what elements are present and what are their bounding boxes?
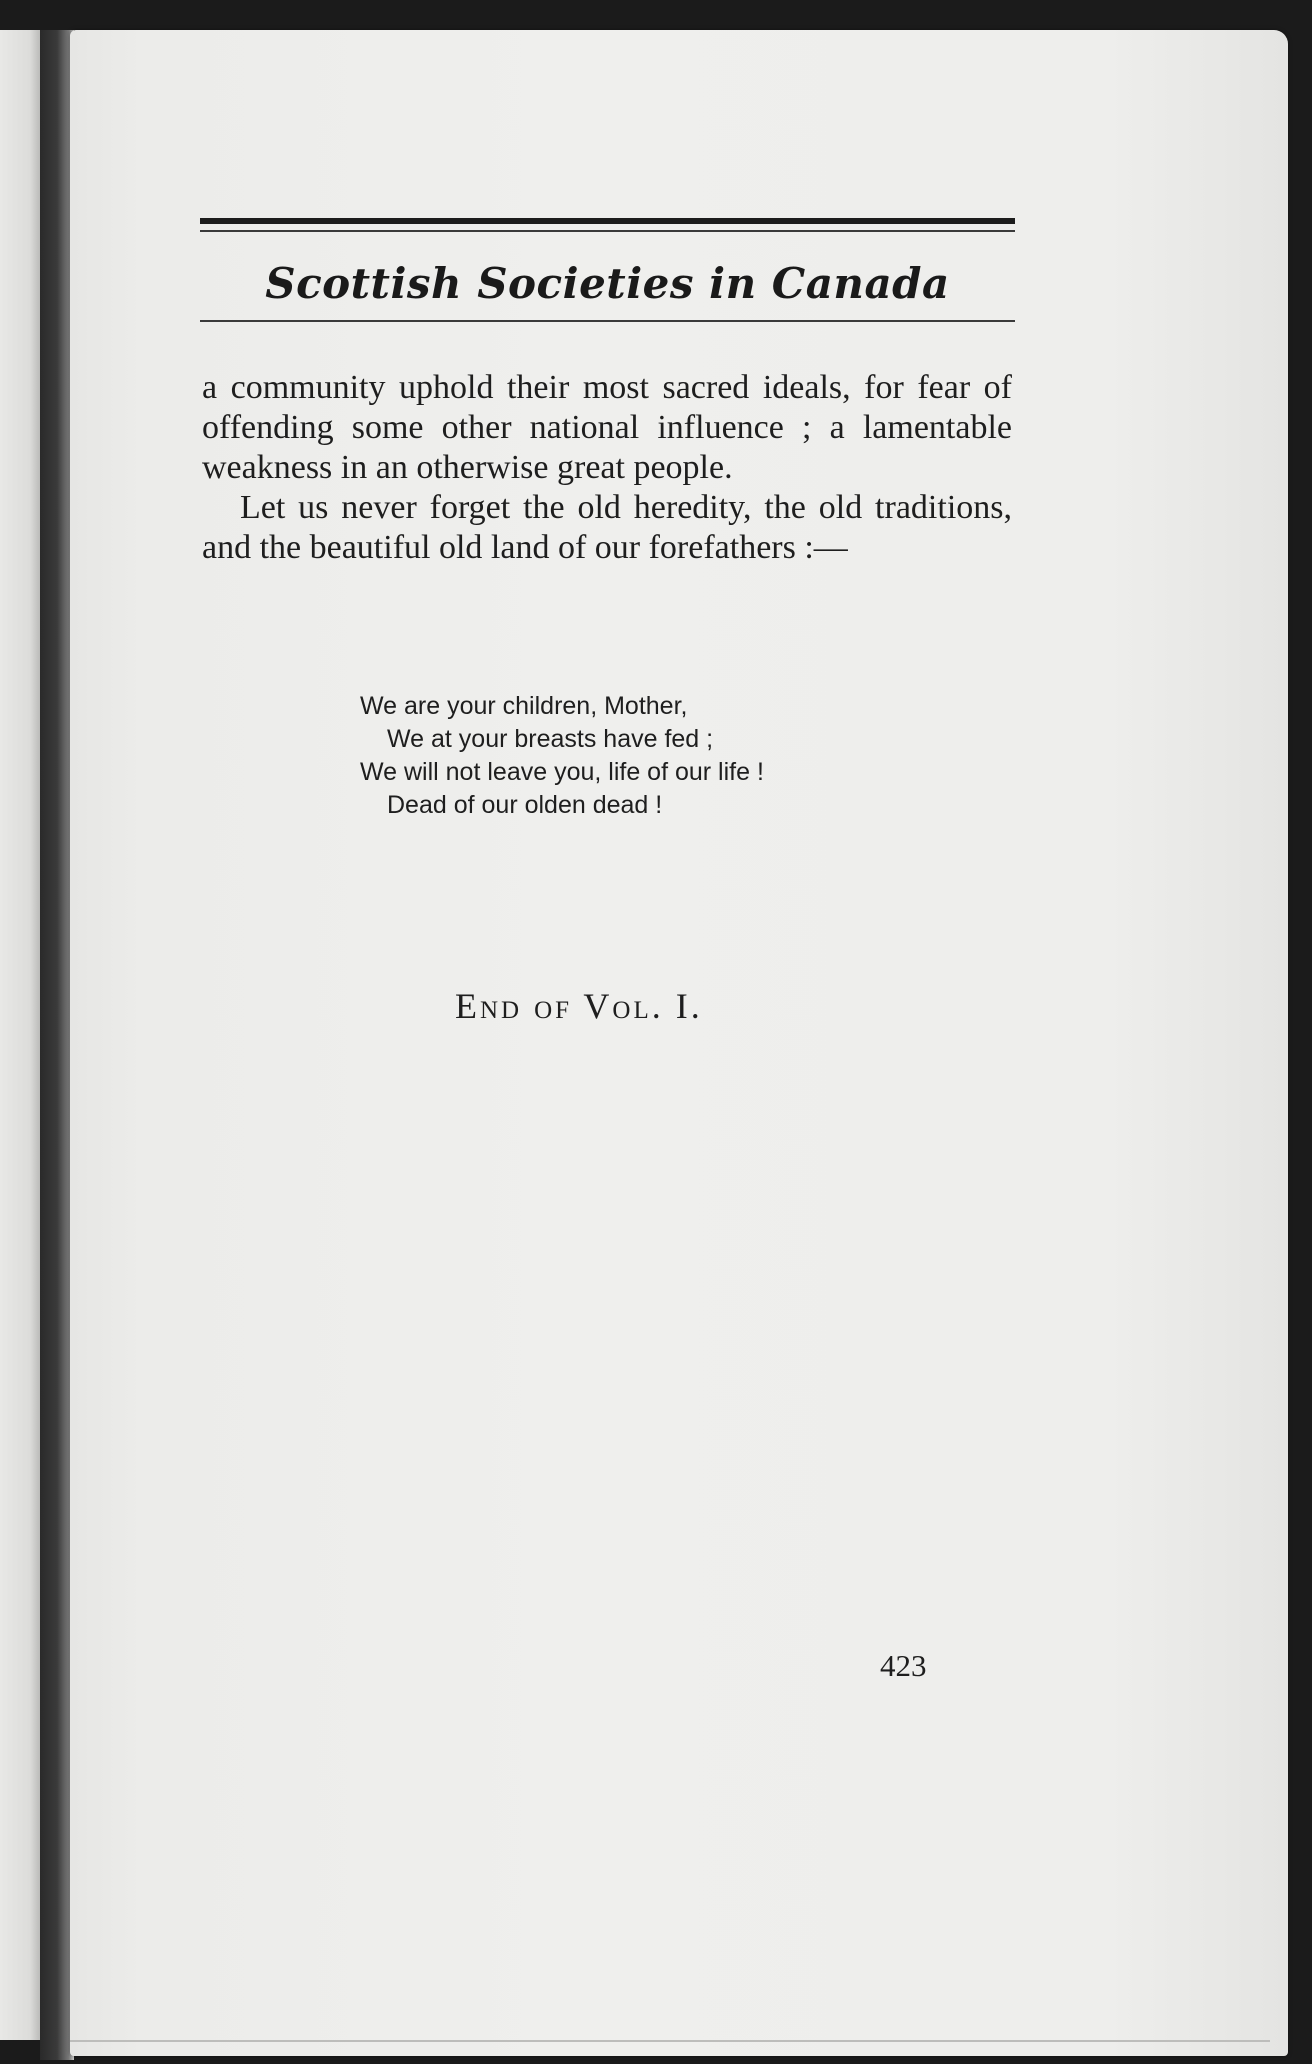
header-rule-bottom <box>200 320 1015 322</box>
verse-line-1: We are your children, Mother, <box>360 692 688 720</box>
paragraph-1: a community uphold their most sacred ideals, for fear of offending some other national influence ; a lamentable weakness in an otherwise great people. <box>202 369 1012 486</box>
page-number: 423 <box>880 1648 927 1683</box>
verse-line-4: Dead of our olden dead ! <box>387 791 663 819</box>
page-stack-edges <box>70 2000 1270 2042</box>
verse-line-3: We will not leave you, life of our life ! <box>360 758 764 786</box>
end-of-volume-label: End of Vol. I. <box>455 986 703 1026</box>
book-page <box>70 30 1288 2056</box>
body-text <box>202 368 1012 568</box>
verse-quote <box>360 690 764 822</box>
spine-gutter <box>40 30 74 2060</box>
header-rule-thin <box>200 230 1015 232</box>
running-head-title: Scottish Societies in Canada <box>265 259 950 308</box>
paragraph-2: Let us never forget the old heredity, the old traditions, and the beautiful old land of our forefathers :— <box>202 489 1012 566</box>
verse-line-2: We at your breasts have fed ; <box>387 725 714 753</box>
header-rule-thick <box>200 218 1015 224</box>
running-head <box>200 218 1015 322</box>
